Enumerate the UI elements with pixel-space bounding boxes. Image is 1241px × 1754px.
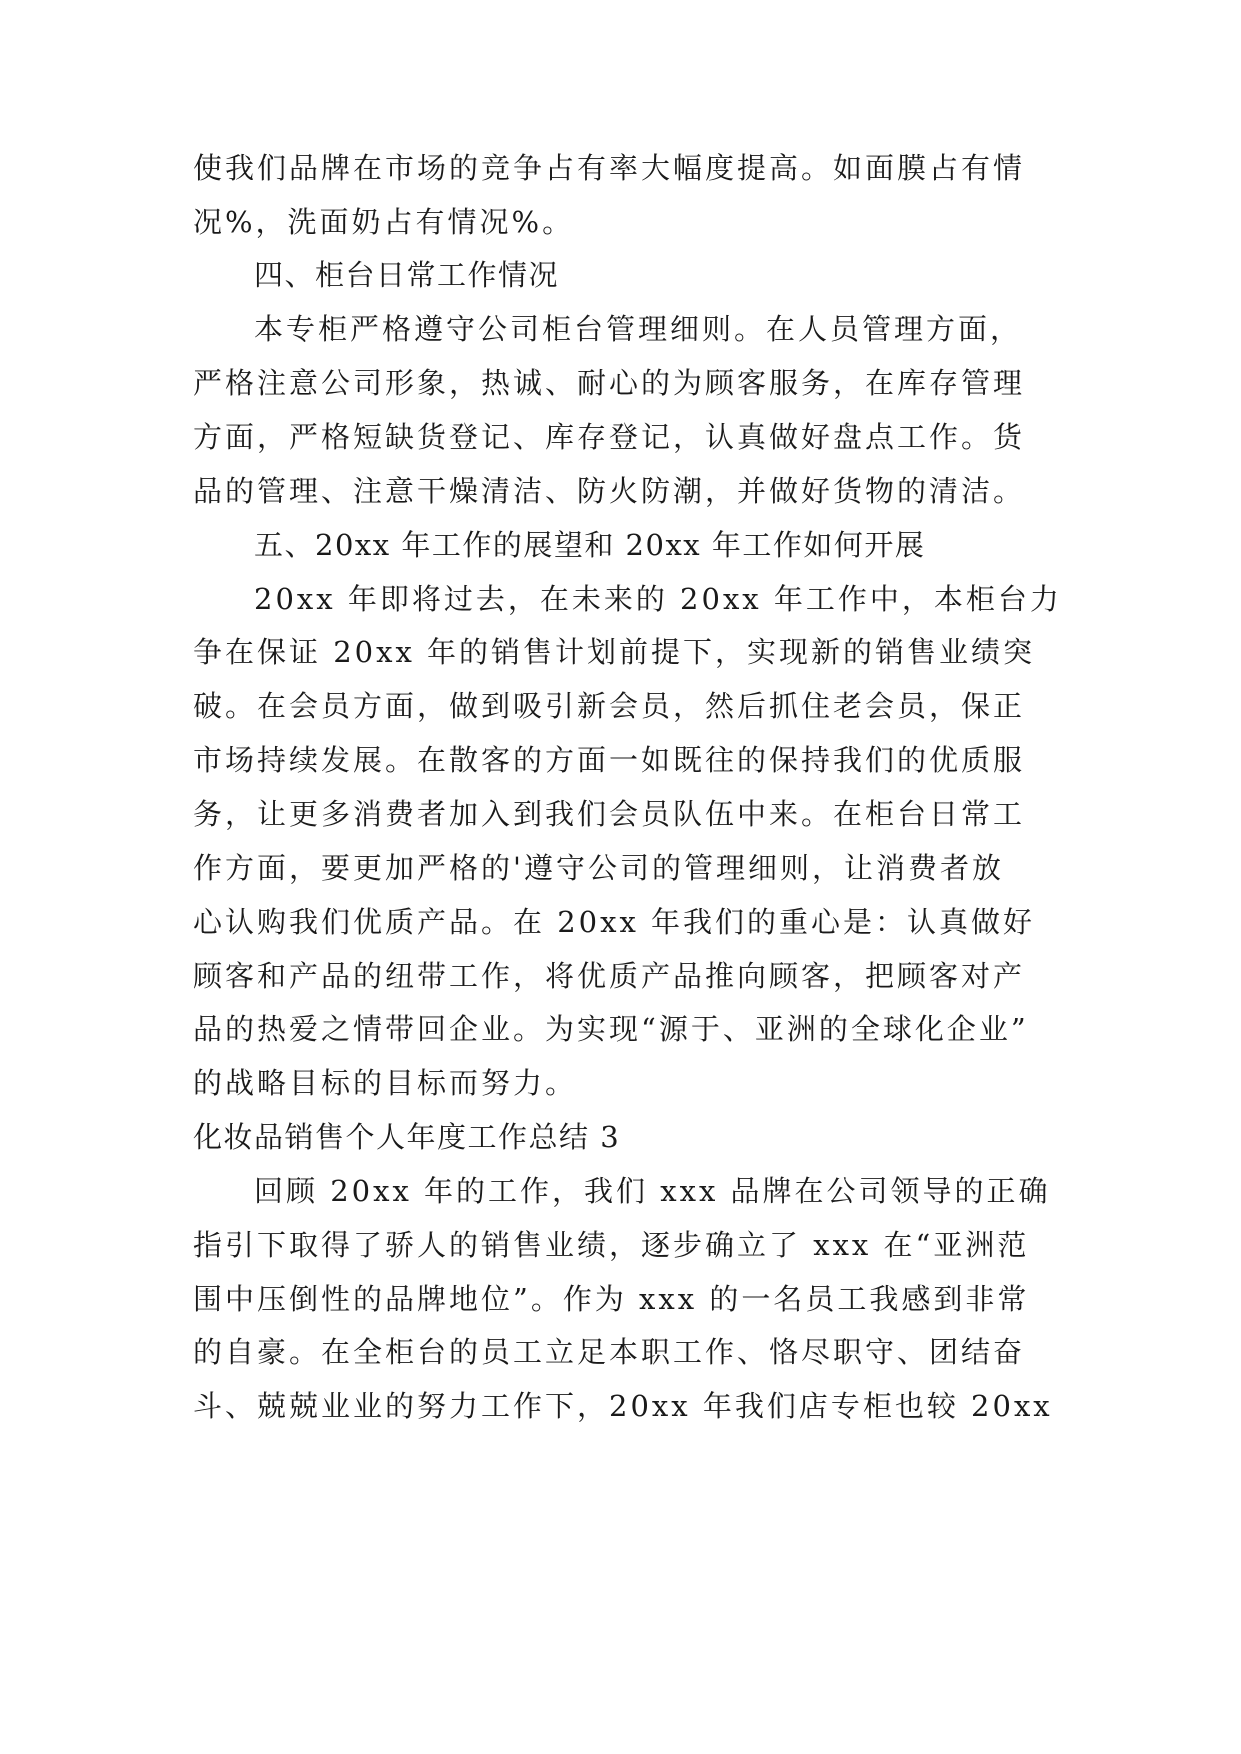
paragraph-line: 顾客和产品的纽带工作，将优质产品推向顾客，把顾客对产 xyxy=(193,959,1026,993)
paragraph-line: 方面，严格短缺货登记、库存登记，认真做好盘点工作。货 xyxy=(193,420,1026,454)
paragraph-line: 市场持续发展。在散客的方面一如既往的保持我们的优质服 xyxy=(193,743,1026,777)
paragraph-line: 作方面，要更加严格的'遵守公司的管理细则，让消费者放 xyxy=(193,851,1004,885)
paragraph-line: 围中压倒性的品牌地位”。作为 xxx 的一名员工我感到非常 xyxy=(193,1282,1030,1316)
paragraph-line: 争在保证 20xx 年的销售计划前提下，实现新的销售业绩突 xyxy=(193,635,1036,669)
paragraph-line: 严格注意公司形象，热诚、耐心的为顾客服务，在库存管理 xyxy=(193,366,1026,400)
section-heading: 五、20xx 年工作的展望和 20xx 年工作如何开展 xyxy=(254,528,926,562)
paragraph-line: 心认购我们优质产品。在 20xx 年我们的重心是：认真做好 xyxy=(193,905,1036,939)
paragraph-line: 况%，洗面奶占有情况%。 xyxy=(193,205,575,239)
paragraph-line: 本专柜严格遵守公司柜台管理细则。在人员管理方面， xyxy=(254,312,1023,346)
paragraph-line: 品的管理、注意干燥清洁、防火防潮，并做好货物的清洁。 xyxy=(193,474,1026,508)
paragraph-line: 指引下取得了骄人的销售业绩，逐步确立了 xxx 在“亚洲范 xyxy=(193,1228,1030,1262)
paragraph-line: 的自豪。在全柜台的员工立足本职工作、恪尽职守、团结奋 xyxy=(193,1335,1026,1369)
paragraph-line: 斗、兢兢业业的努力工作下，20xx 年我们店专柜也较 20xx xyxy=(193,1389,1053,1423)
section-heading: 四、柜台日常工作情况 xyxy=(254,258,560,292)
paragraph-line: 品的热爱之情带回企业。为实现“源于、亚洲的全球化企业” xyxy=(193,1012,1029,1046)
paragraph-line: 的战略目标的目标而努力。 xyxy=(193,1066,578,1100)
paragraph-line: 使我们品牌在市场的竞争占有率大幅度提高。如面膜占有情 xyxy=(193,151,1026,185)
paragraph-line: 20xx 年即将过去，在未来的 20xx 年工作中，本柜台力 xyxy=(254,582,1062,616)
document-subtitle: 化妆品销售个人年度工作总结 3 xyxy=(193,1120,621,1154)
paragraph-line: 破。在会员方面，做到吸引新会员，然后抓住老会员，保正 xyxy=(193,689,1026,723)
paragraph-line: 务，让更多消费者加入到我们会员队伍中来。在柜台日常工 xyxy=(193,797,1026,831)
paragraph-line: 回顾 20xx 年的工作，我们 xxx 品牌在公司领导的正确 xyxy=(254,1174,1051,1208)
